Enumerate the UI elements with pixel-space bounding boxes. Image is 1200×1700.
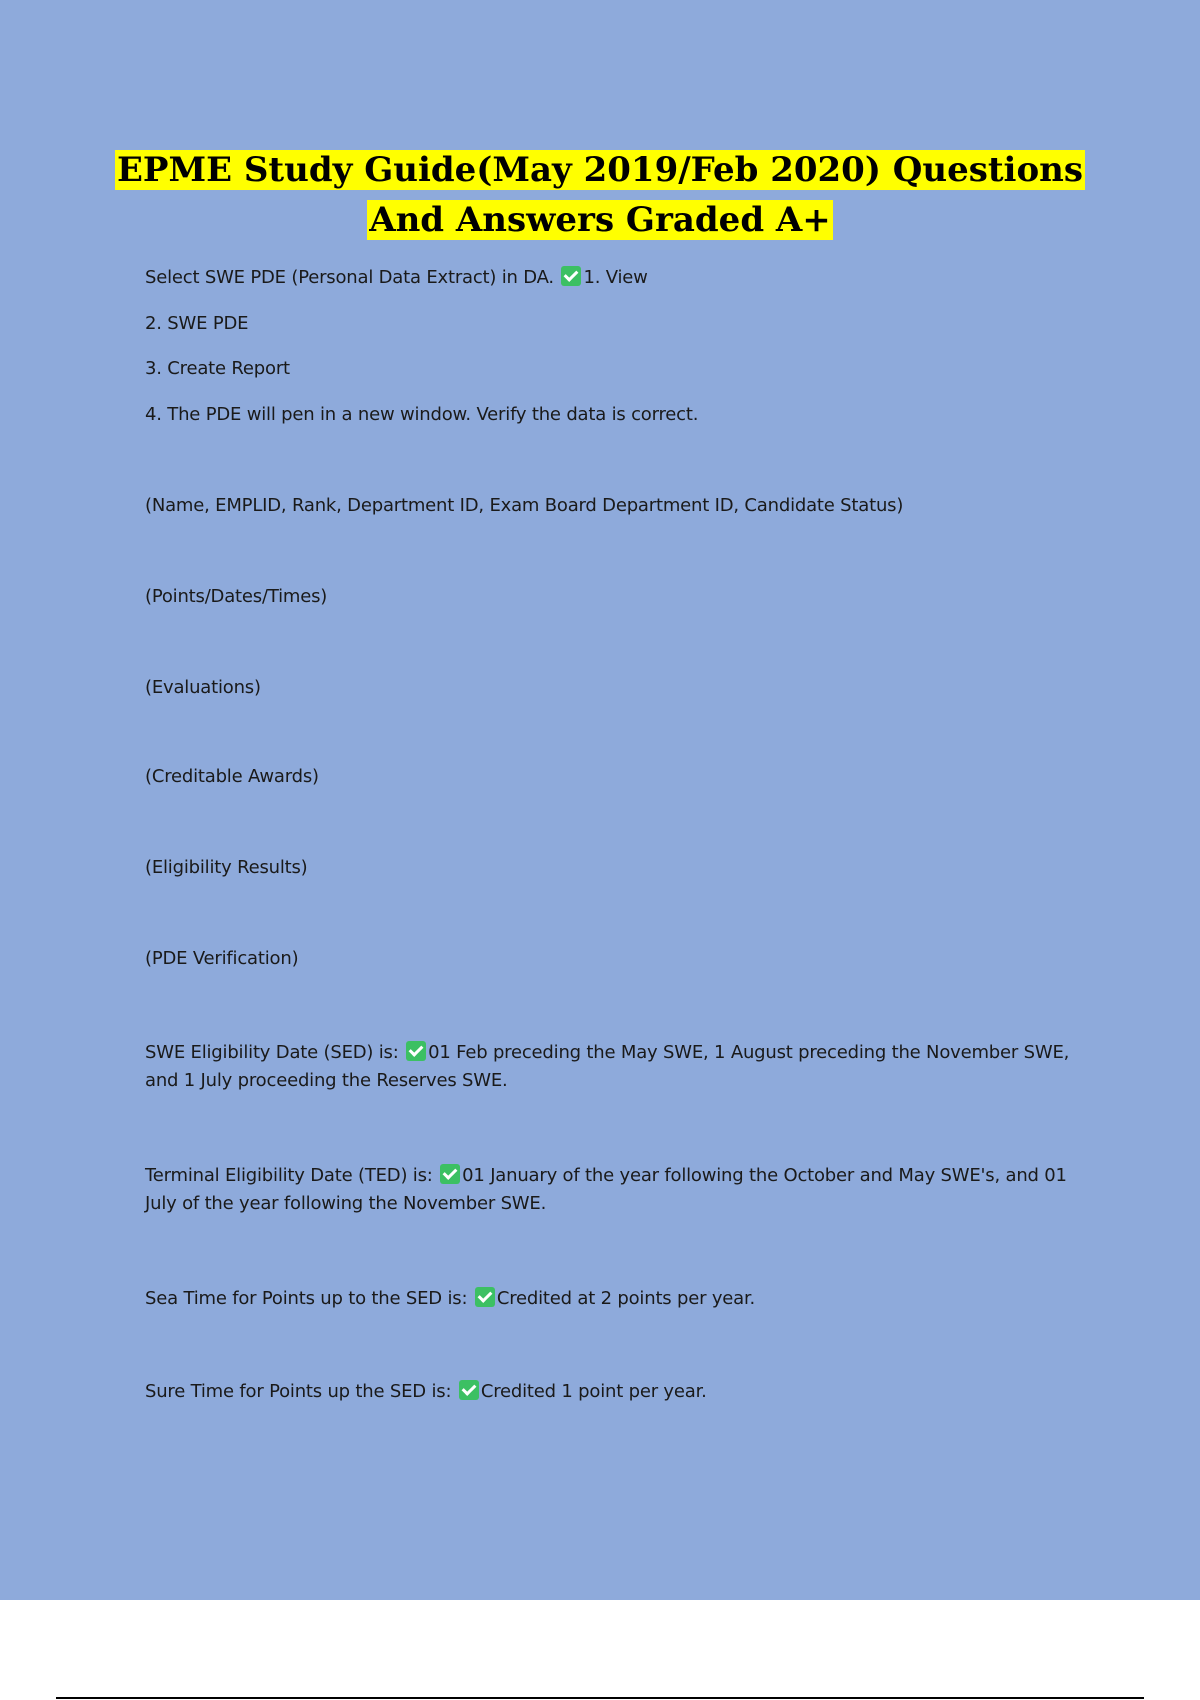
answer-1-fields: (Name, EMPLID, Rank, Department ID, Exam Board Department ID, Candidate Status): [145, 495, 904, 516]
answer-1-step-4: 4. The PDE will pen in a new window. Verify the data is correct.: [145, 404, 699, 425]
question-1-text: Select SWE PDE (Personal Data Extract) in DA.: [145, 267, 554, 288]
answer-1-text: 1. View: [583, 267, 648, 288]
check-mark-icon: [406, 1041, 426, 1061]
answer-3-text: 01 January of the year following the October and May SWE's, and 01 July of the year following the November SWE.: [145, 1165, 1067, 1214]
question-2: [145, 1039, 1095, 1095]
question-4: [145, 1285, 1095, 1313]
check-mark-icon: [459, 1380, 479, 1400]
document-title: [0, 145, 1200, 245]
title-line-1: EPME Study Guide(May 2019/Feb 2020) Questions: [116, 150, 1084, 190]
footer-divider: [56, 1697, 1144, 1699]
question-2-text: SWE Eligibility Date (SED) is:: [145, 1042, 399, 1063]
answer-1-step-3: 3. Create Report: [145, 358, 290, 379]
question-1: [145, 264, 1095, 292]
check-mark-icon: [440, 1164, 460, 1184]
answer-1-verification: (PDE Verification): [145, 948, 299, 969]
title-line-2: And Answers Graded A+: [369, 200, 831, 240]
check-mark-icon: [561, 266, 581, 286]
answer-1-evaluations: (Evaluations): [145, 677, 261, 698]
question-5-text: Sure Time for Points up the SED is:: [145, 1381, 452, 1402]
answer-1-awards: (Creditable Awards): [145, 766, 319, 787]
answer-4-text: Credited at 2 points per year.: [496, 1288, 756, 1309]
answer-1-eligibility: (Eligibility Results): [145, 857, 308, 878]
check-mark-icon: [475, 1287, 495, 1307]
question-4-text: Sea Time for Points up to the SED is:: [145, 1288, 468, 1309]
answer-5-text: Credited 1 point per year.: [480, 1381, 707, 1402]
question-5: [145, 1378, 1095, 1406]
answer-1-points: (Points/Dates/Times): [145, 586, 328, 607]
answer-1-step-2: 2. SWE PDE: [145, 313, 249, 334]
answer-2-text: 01 Feb preceding the May SWE, 1 August preceding the November SWE, and 1 July proceeding the Reserves SWE.: [145, 1042, 1070, 1091]
question-3-text: Terminal Eligibility Date (TED) is:: [145, 1165, 433, 1186]
question-3: [145, 1162, 1095, 1218]
